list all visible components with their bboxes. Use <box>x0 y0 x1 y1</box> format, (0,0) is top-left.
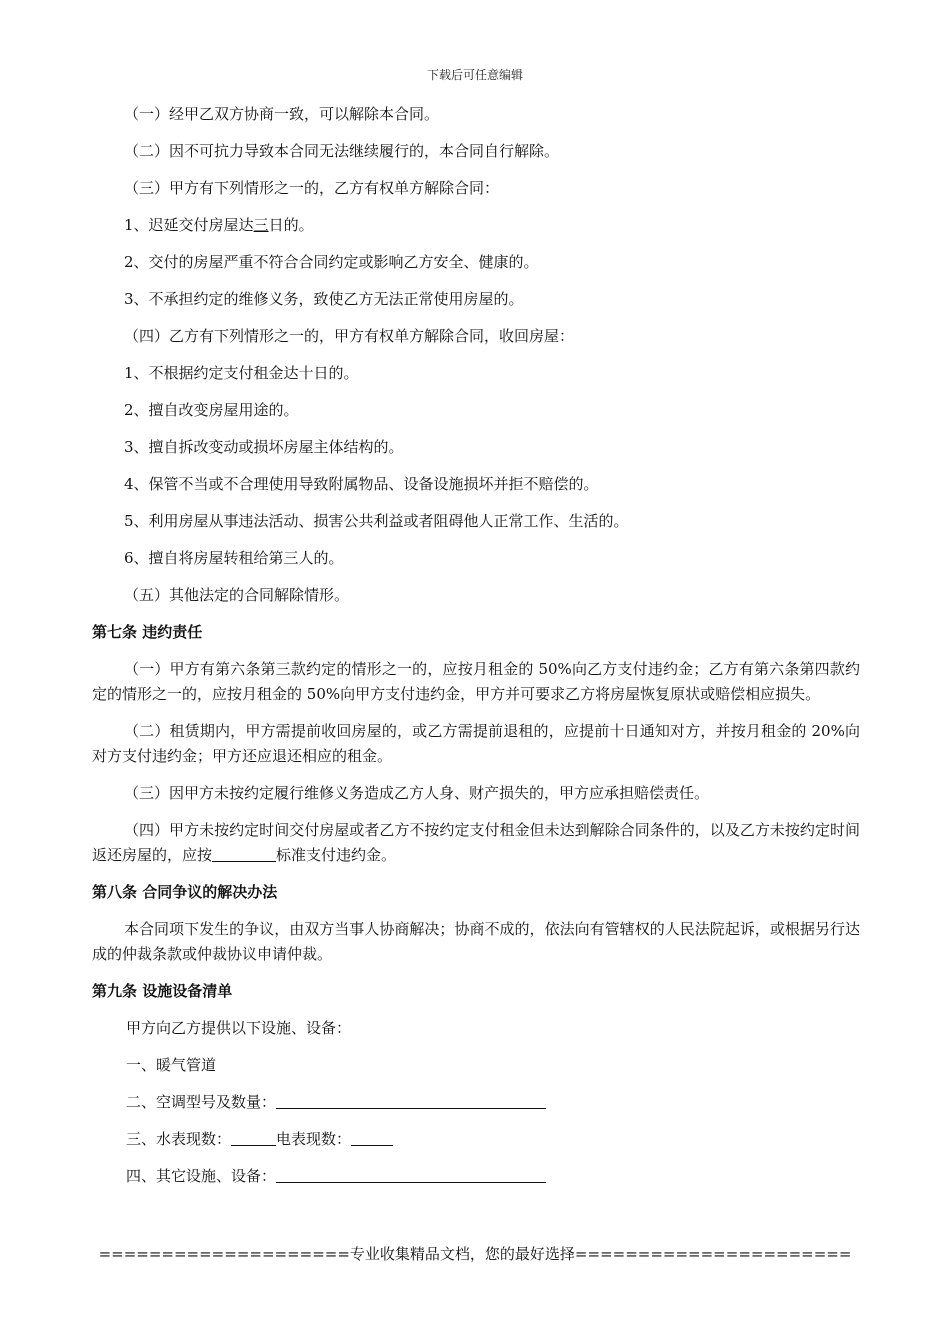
section-9-title: 第九条 设施设备清单 <box>92 982 233 1000</box>
equipment-item-2 <box>92 1084 860 1121</box>
item-text: 四、其它设施、设备： <box>126 1167 277 1185</box>
equipment-item-1: 一、暖气管道 <box>126 1056 217 1074</box>
clause-6-4-item-5: 5、利用房屋从事违法活动、损害公共利益或者阻碍他人正常工作、生活的。 <box>124 512 629 530</box>
equipment-intro: 甲方向乙方提供以下设施、设备： <box>126 1019 352 1037</box>
clause-6-3-item-1 <box>92 207 860 244</box>
clause-7-3: （三）因甲方未按约定履行维修义务造成乙方人身、财产损失的，甲方应承担赔偿责任。 <box>124 784 710 802</box>
clause-7-4 <box>92 812 860 874</box>
clause-7-2: （二）租赁期内，甲方需提前收回房屋的，或乙方需提前退租的，应提前十日通知对方，并按月租金的 20%向对方支付违约金；甲方还应退还相应的租金。 <box>92 722 860 765</box>
document-body <box>92 96 860 1195</box>
item-text: 日的。 <box>268 216 314 234</box>
clause-6-3-item-2: 2、交付的房屋严重不符合合同约定或影响乙方安全、健康的。 <box>124 253 539 271</box>
section-7-title: 第七条 违约责任 <box>92 623 203 641</box>
clause-6-4-item-1: 1、不根据约定支付租金达十日的。 <box>124 364 359 382</box>
clause-7-1: （一）甲方有第六条第三款约定的情形之一的，应按月租金的 50%向乙方支付违约金；乙方有第六条第四款约定的情形之一的，应按月租金的 50%向甲方支付违约金，甲方并可要求乙方将房屋恢复原状或赔偿相应损失。 <box>92 660 860 703</box>
clause-6-5: （五）其他法定的合同解除情形。 <box>124 586 350 604</box>
underlined-days: 三 <box>253 216 269 234</box>
item-text: 1、迟延交付房屋达 <box>124 216 254 234</box>
item-text: 二、空调型号及数量： <box>126 1093 277 1111</box>
item-text: 三、水表现数： <box>126 1130 232 1148</box>
clause-6-2: （二）因不可抗力导致本合同无法继续履行的，本合同自行解除。 <box>124 142 560 160</box>
other-equipment-blank <box>276 1168 546 1183</box>
clause-text: （四）甲方未按约定时间交付房屋或者乙方不按约定支付租金但未达到解除合同条件的，以及乙方未按约定时间返还房屋的，应按 <box>92 821 860 864</box>
clause-6-1: （一）经甲乙双方协商一致，可以解除本合同。 <box>124 105 440 123</box>
clause-6-3: （三）甲方有下列情形之一的，乙方有权单方解除合同： <box>124 179 500 197</box>
section-8-title: 第八条 合同争议的解决办法 <box>92 883 278 901</box>
page-header: 下载后可任意编辑 <box>426 68 523 82</box>
equipment-item-3 <box>92 1121 860 1158</box>
clause-6-4-item-6: 6、擅自将房屋转租给第三人的。 <box>124 549 344 567</box>
clause-6-4-item-4: 4、保管不当或不合理使用导致附属物品、设备设施损坏并拒不赔偿的。 <box>124 475 599 493</box>
electric-meter-blank <box>351 1131 393 1146</box>
penalty-standard-blank <box>212 847 276 862</box>
clause-6-3-item-3: 3、不承担约定的维修义务，致使乙方无法正常使用房屋的。 <box>124 290 524 308</box>
clause-6-4-item-3: 3、擅自拆改变动或损坏房屋主体结构的。 <box>124 438 404 456</box>
clause-6-4: （四）乙方有下列情形之一的，甲方有权单方解除合同，收回房屋： <box>124 327 575 345</box>
page-footer: ====================专业收集精品文档，您的最好选择====================== <box>98 1245 852 1263</box>
ac-model-blank <box>276 1094 546 1109</box>
clause-8-1: 本合同项下发生的争议，由双方当事人协商解决；协商不成的，依法向有管辖权的人民法院起诉，或根据另行达成的仲裁条款或仲裁协议申请仲裁。 <box>92 920 860 963</box>
item-text: 电表现数： <box>276 1130 352 1148</box>
equipment-item-4 <box>92 1158 860 1195</box>
water-meter-blank <box>231 1131 276 1146</box>
clause-6-4-item-2: 2、擅自改变房屋用途的。 <box>124 401 299 419</box>
clause-text: 标准支付违约金。 <box>276 846 397 864</box>
